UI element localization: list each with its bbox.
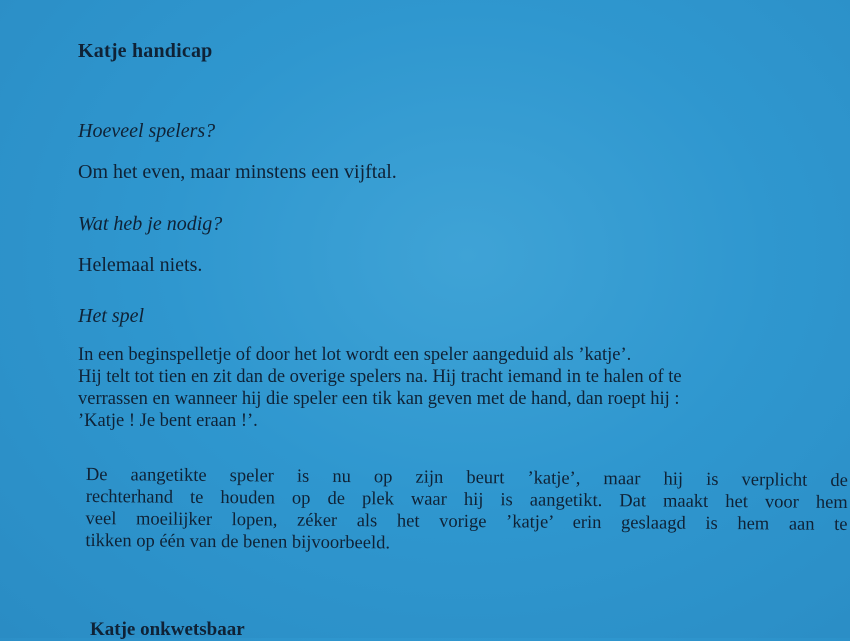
game-heading: Het spel — [78, 305, 145, 327]
paragraph-1-line-4: ’Katje ! Je bent eraan !’. — [78, 411, 258, 431]
answer-needs: Helemaal niets. — [78, 254, 203, 276]
question-needs: Wat heb je nodig? — [78, 213, 223, 235]
next-section-title: Katje onkwetsbaar — [90, 619, 245, 640]
page-title: Katje handicap — [78, 40, 213, 62]
question-players: Hoeveel spelers? — [78, 120, 216, 142]
paragraph-2-line-4: tikken op één van de benen bijvoorbeeld. — [85, 530, 391, 554]
paragraph-1-line-1: In een beginspelletje of door het lot wordt een speler aangeduid als ’katje’. — [78, 345, 632, 365]
paragraph-1-line-3: verrassen en wanneer hij die speler een tik kan geven met de hand, dan roept hij : — [78, 389, 680, 409]
game-paragraph-1 — [78, 344, 848, 432]
paragraph-2-line-3: veel moeilijker lopen, zéker als het vorige ’katje’ erin geslaagd is hem aan te — [85, 508, 848, 535]
game-paragraph-2 — [85, 464, 848, 558]
paragraph-2-line-2: rechterhand te houden op de plek waar hij is aangetikt. Dat maakt het voor hem — [85, 486, 848, 513]
answer-players: Om het even, maar minstens een vijftal. — [78, 161, 397, 183]
paragraph-2-line-1: De aangetikte speler is nu op zijn beurt ’katje’, maar hij is verplicht de — [85, 464, 848, 491]
paragraph-1-line-2: Hij telt tot tien en zit dan de overige spelers na. Hij tracht iemand in te halen of te — [78, 367, 682, 387]
